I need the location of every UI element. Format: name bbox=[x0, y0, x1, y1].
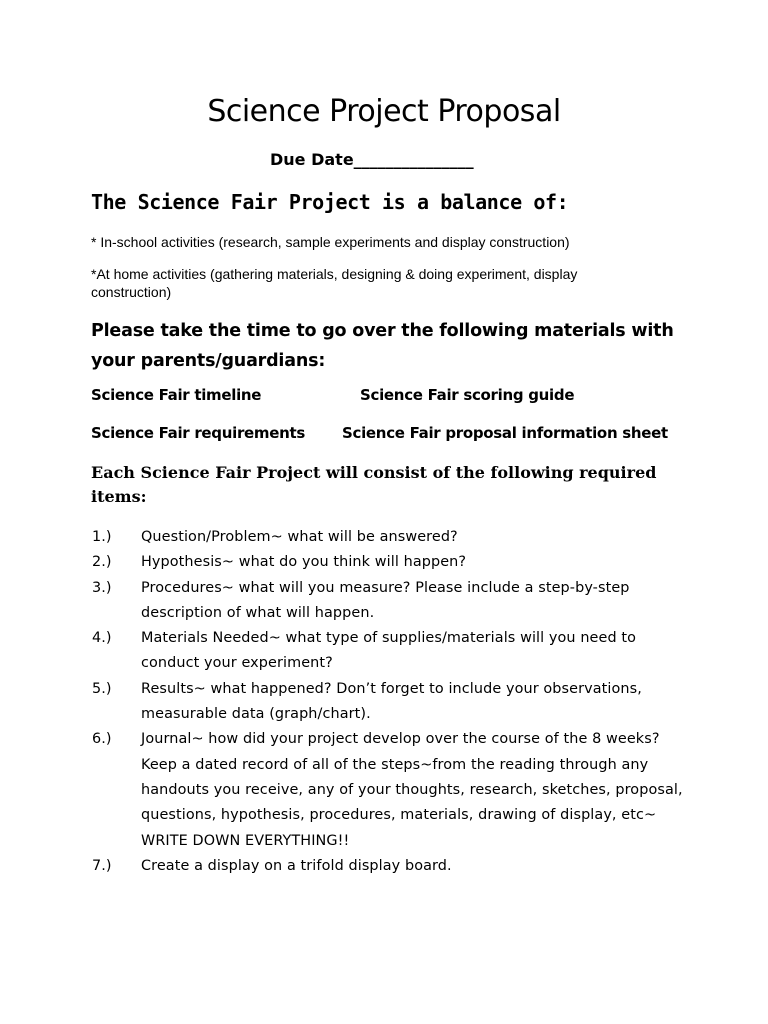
item-number: 6.) bbox=[92, 731, 112, 748]
items-heading: Each Science Fair Project will consist of the following required items: bbox=[91, 463, 657, 506]
item-text: Results~ what happened? Don’t forget to include your observations, measurable data (graph/chart). bbox=[141, 680, 642, 723]
material-requirements: Science Fair requirements bbox=[91, 424, 306, 442]
item-number: 7.) bbox=[92, 857, 112, 874]
item-text: Hypothesis~ what do you think will happen? bbox=[141, 554, 467, 571]
list-item bbox=[92, 854, 692, 879]
in-school-activities: * In-school activities (research, sample experiments and display construction) bbox=[91, 234, 570, 250]
balance-heading: The Science Fair Project is a balance of: bbox=[91, 190, 569, 214]
required-items-list bbox=[92, 525, 692, 879]
material-proposal-sheet: Science Fair proposal information sheet bbox=[342, 424, 668, 442]
page-title: Science Project Proposal bbox=[207, 94, 561, 129]
item-text: Procedures~ what will you measure? Please include a step-by-step description of what will happen. bbox=[141, 579, 630, 621]
item-number: 2.) bbox=[92, 554, 112, 571]
list-item bbox=[92, 626, 692, 677]
item-text: Materials Needed~ what type of supplies/materials will you need to conduct your experiment? bbox=[141, 630, 637, 672]
review-heading: Please take the time to go over the following materials with your parents/guardians: bbox=[91, 321, 674, 371]
item-text: Journal~ how did your project develop over the course of the 8 weeks? Keep a dated record of all of the steps~from the reading through any handouts you receive, any of your thoughts, research, sketches, proposal, questions, hypothesis, procedures, materials, drawing of display, etc~ WRITE DOWN EVERYTHING!! bbox=[141, 731, 683, 849]
list-item bbox=[92, 550, 692, 575]
material-timeline: Science Fair timeline bbox=[91, 386, 262, 404]
list-item bbox=[92, 576, 692, 627]
item-number: 1.) bbox=[92, 529, 112, 545]
item-number: 3.) bbox=[92, 579, 112, 596]
item-number: 5.) bbox=[92, 680, 112, 697]
list-item bbox=[92, 677, 692, 728]
at-home-activities: *At home activities (gathering materials, designing & doing experiment, display construction) bbox=[91, 266, 578, 300]
due-date-line: Due Date_______________ bbox=[270, 150, 474, 169]
item-text: Create a display on a trifold display board. bbox=[141, 857, 452, 874]
list-item bbox=[92, 525, 692, 550]
material-scoring-guide: Science Fair scoring guide bbox=[360, 386, 575, 404]
item-text: Question/Problem~ what will be answered? bbox=[141, 529, 458, 545]
item-number: 4.) bbox=[92, 630, 112, 647]
list-item bbox=[92, 727, 692, 853]
